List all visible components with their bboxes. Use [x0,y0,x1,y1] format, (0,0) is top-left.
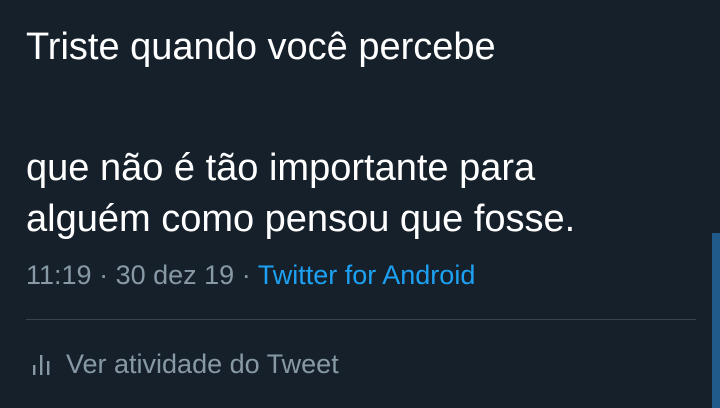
tweet-date: 30 dez 19 [115,260,235,290]
tweet-source-link[interactable]: Twitter for Android [257,260,476,290]
view-tweet-activity-label: Ver atividade do Tweet [66,349,339,379]
tweet-text-blank-line [26,73,696,143]
view-tweet-activity-button[interactable] [26,346,339,382]
scrollbar[interactable] [712,233,720,408]
tweet-time: 11:19 [26,260,92,290]
tweet-text-line: Triste quando você percebe [26,26,496,68]
meta-separator: · [241,260,251,290]
bar-chart-icon [30,353,54,375]
tweet-text-line: alguém como pensou que fosse. [26,198,576,240]
tweet-text [26,22,696,245]
tweet-text-line: que não é tão importante para [26,147,536,189]
meta-separator: · [99,260,109,290]
tweet-meta [26,258,475,292]
divider [26,319,696,320]
